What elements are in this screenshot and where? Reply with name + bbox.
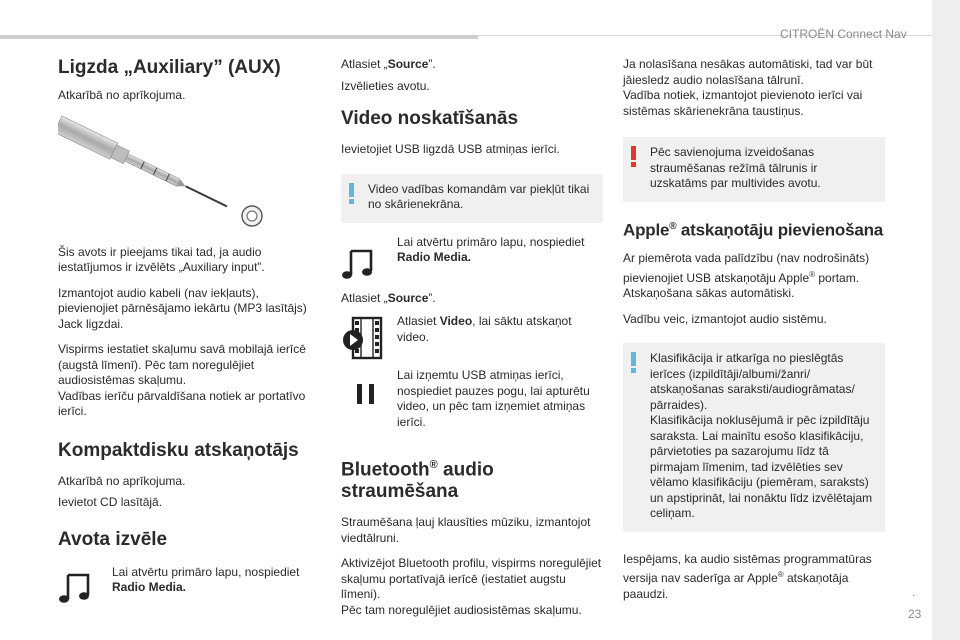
- select-source-line: [341, 57, 603, 73]
- apple-paragraph-1: [623, 251, 885, 286]
- classification-info-note: [623, 343, 885, 532]
- source-step-text: [112, 565, 322, 596]
- cd-paragraph-2: Ievietot CD lasītājā.: [58, 495, 163, 509]
- compat-p-a: Iespējams, ka audio sistēmas programmatūras versija nav saderīga ar Apple: [623, 551, 872, 586]
- source-step-prefix: Lai atvērtu primāro lapu, nospiediet: [112, 564, 300, 579]
- col3-paragraph-2: Vadība notiek, izmantojot pievienoto ierīci vai sistēmas skārienekrāna taustiņus.: [623, 88, 863, 118]
- video-step3-text: Lai izņemtu USB atmiņas ierīci, nospiediet pauzes pogu, lai apturētu video, un pēc tam izņemiet atmiņas ierīci.: [397, 368, 590, 429]
- source-title: Avota izvēle: [58, 528, 168, 550]
- music-note-icon: [341, 245, 377, 286]
- warning-note-text: Pēc savienojuma izveidošanas straumēšanas režīmā tālrunis ir uzskatāms par multivides avotu.: [650, 145, 821, 190]
- bluetooth-title: [341, 454, 603, 503]
- music-note-icon: [58, 569, 98, 607]
- pause-icon: [355, 382, 377, 411]
- apple-title-sup: ®: [669, 220, 677, 232]
- video-step1-text: [397, 235, 603, 266]
- video-step1-bold: Radio Media.: [397, 250, 472, 264]
- choose-source-line: Izvēlieties avotu.: [341, 78, 430, 93]
- info-bar-icon: [631, 352, 636, 366]
- column-1: [58, 57, 320, 611]
- video-step2-prefix: Atlasiet: [397, 314, 440, 328]
- bt-title-sup: ®: [429, 459, 438, 471]
- video-step2-suffix: , lai sāktu atskaņot video.: [397, 314, 572, 344]
- apple-paragraph-1c: Atskaņošana sākas automātiski.: [623, 286, 795, 301]
- video-step2-row: [341, 314, 603, 364]
- bt-paragraph-3: Pēc tam noregulējiet audiosistēmas skaļumu.: [341, 602, 582, 617]
- select-prefix: Atlasiet „: [341, 57, 388, 71]
- select2-prefix: Atlasiet „: [341, 290, 388, 305]
- video-paragraph-1: Ievietojiet USB ligzdā USB atmiņas ierīci.: [341, 142, 560, 156]
- info-note-part-2: Klasifikācija noklusējumā ir pēc izpildītāju saraksta. Lai mainītu esošo klasifikāciju, pārvietoties pa sazarojumu līdz tā pirmajam līmenim, tad izvēlēties sev vēlamo klasifikāciju (piemēram, saraksts) un apstiprināt, lai nonāktu līdz izvēlētajam celiņam.: [650, 413, 873, 521]
- aux-paragraph-3: Vispirms iestatiet skaļumu savā mobilajā ierīcē (augstā līmenī). Pēc tam noregulējiet audiosistēmas skaļumu.: [58, 342, 306, 387]
- select2-suffix: ”.: [428, 290, 436, 305]
- info-note-part-1: Klasifikācija ir atkarīga no pieslēgtās ierīces (izpildītāji/albumi/žanri/ atskaņošanas saraksti/audiogrāmatas/ pārraides).: [650, 351, 855, 412]
- apple-paragraph-2: Vadību veic, izmantojot audio sistēmu.: [623, 311, 827, 326]
- video-note-text: Video vadības komandām var piekļūt tikai no skārienekrāna.: [368, 181, 590, 211]
- source-step-row: [58, 565, 320, 611]
- page-dots: .: [912, 585, 916, 599]
- info-dot-icon: [349, 199, 354, 204]
- col3-paragraph-1: Ja nolasīšana nesākas automātiski, tad var būt jāiesledz audio nolasīšana tālrunī.: [623, 57, 873, 87]
- page-margin-strip: [932, 0, 960, 640]
- film-play-icon: [341, 316, 385, 365]
- select-bold: Source: [387, 57, 429, 71]
- apple-title-main: Apple: [623, 220, 670, 240]
- aux-subtitle: Atkarībā no aprīkojuma.: [58, 88, 186, 102]
- bt-title-main: Bluetooth: [341, 459, 430, 481]
- aux-paragraph-1: Šis avots ir pieejams tikai tad, ja audio iestatījumos ir izvēlēts „Auxiliary input”.: [58, 244, 265, 274]
- info-dot-icon: [631, 368, 636, 373]
- compat-p-b: atskaņotāja paaudzi.: [623, 571, 849, 601]
- video-step2-bold: Video: [439, 314, 473, 328]
- aux-paragraph-4: Vadības ierīču pārvaldīšana notiek ar portatīvo ierīci.: [58, 388, 306, 418]
- header-title: CITROËN Connect Nav: [780, 27, 907, 41]
- aux-paragraph-2: Izmantojot audio kabeli (nav iekļauts), pievienojiet pārnēsājamo iekārtu (MP3 lasītājs) Jack ligzdai.: [58, 285, 307, 331]
- video-step1-prefix: Lai atvērtu primāro lapu, nospiediet: [397, 234, 585, 249]
- apple-p1-b: portam.: [815, 270, 860, 285]
- info-bar-icon: [349, 183, 354, 197]
- header-rule-left: [0, 35, 478, 39]
- select2-bold: Source: [387, 290, 429, 305]
- apple-title-rest: atskaņotāju pievienošana: [676, 220, 884, 240]
- column-3: [623, 57, 885, 612]
- bt-paragraph-1: Straumēšana ļauj klausīties mūziku, izmantojot viedtālruni.: [341, 515, 591, 545]
- apple-p1-sup: ®: [809, 269, 816, 279]
- select-suffix: ”.: [428, 57, 436, 71]
- page-number: 23: [908, 607, 922, 621]
- aux-title: Ligzda „Auxiliary” (AUX): [58, 57, 281, 78]
- source-step-bold: Radio Media.: [112, 580, 187, 594]
- video-title: Video noskatīšanās: [341, 108, 519, 129]
- video-step2-text: [397, 314, 603, 345]
- compat-paragraph: [623, 552, 885, 603]
- cd-title: Kompaktdisku atskaņotājs: [58, 439, 299, 461]
- apple-title: [623, 216, 885, 242]
- streaming-warning-note: [623, 137, 885, 202]
- video-step1-row: [341, 235, 603, 281]
- jack-plug-icon: [58, 114, 320, 232]
- warning-dot-icon: [631, 162, 636, 167]
- select-source-line-2: [341, 291, 603, 307]
- cd-paragraph-1: Atkarībā no aprīkojuma.: [58, 473, 186, 488]
- warning-bar-icon: [631, 146, 636, 160]
- bt-paragraph-2: Aktivizējot Bluetooth profilu, vispirms noregulējiet skaļumu portatīvajā ierīcē (iestatiet augstu līmeni).: [341, 556, 602, 602]
- video-info-note: [341, 174, 603, 223]
- video-step3-row: [341, 368, 603, 444]
- column-2: [341, 57, 603, 628]
- compat-p-sup: ®: [777, 570, 784, 580]
- bt-title-rest: audio straumēšana: [341, 459, 494, 503]
- apple-p1-a: Ar piemērota vada palīdzību (nav nodrošināts) pievienojiet USB atskaņotāju Apple: [623, 251, 870, 285]
